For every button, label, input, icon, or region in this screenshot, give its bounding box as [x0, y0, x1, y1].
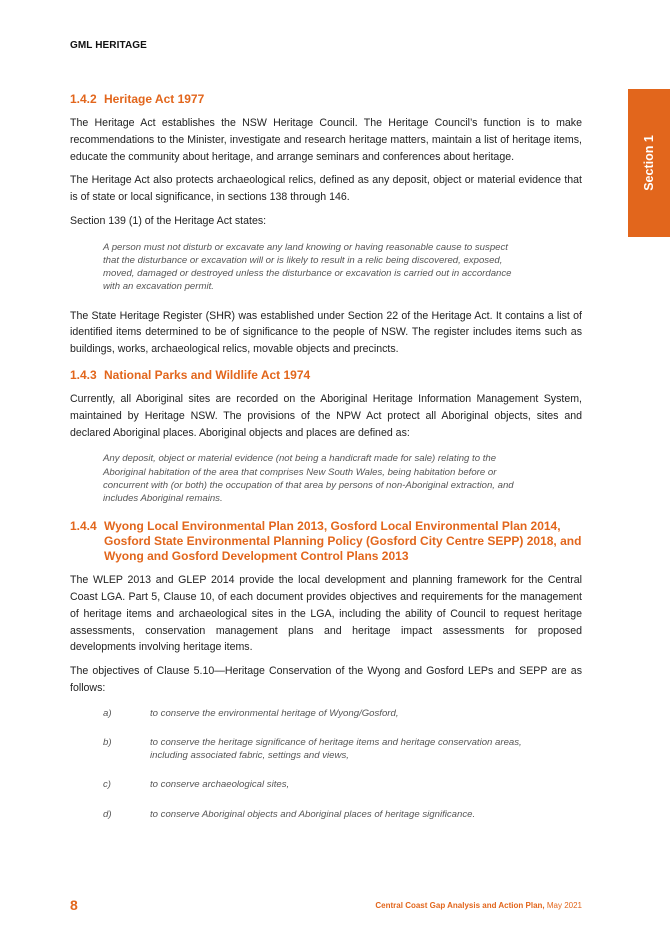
list-marker: d) — [103, 808, 112, 820]
heading-text: National Parks and Wildlife Act 1974 — [104, 367, 311, 382]
footer-document-title — [375, 901, 582, 910]
heading-number: 1.4.3 — [70, 367, 97, 382]
list-item-text: to conserve archaeological sites, — [150, 779, 290, 791]
heading-number: 1.4.2 — [70, 92, 97, 106]
list-item-text: to conserve Aboriginal objects and Aboriginal places of heritage significance. — [150, 808, 476, 820]
page-content — [70, 92, 582, 837]
block-quote: Any deposit, object or material evidence (not being a handicraft made for sale) relating to the Aboriginal habitation of the area that comprises New South Wales, being habitation before or concurrent with (or both) the occupation of that area by persons of non-Aboriginal extraction, and includes Aboriginal remains. — [103, 453, 514, 504]
list-item — [70, 736, 582, 762]
footer-title: Central Coast Gap Analysis and Action Plan, — [375, 901, 545, 910]
list-marker: c) — [103, 779, 111, 791]
section-tab-label: Section 1 — [642, 135, 656, 191]
paragraph: The objectives of Clause 5.10—Heritage Conservation of the Wyong and Gosford LEPs and SEPP are as follows: — [70, 665, 582, 694]
paragraph: The Heritage Act establishes the NSW Heritage Council. The Heritage Council’s function is to make recommendations to the Minister, investigate and research heritage matters, maintain a list of heritage items, educate the community about heritage, and arrange seminars and conferences about heritage. — [70, 117, 582, 163]
paragraph: Section 139 (1) of the Heritage Act states: — [70, 214, 267, 227]
heading-text: Wyong Local Environmental Plan 2013, Gosford Local Environmental Plan 2014, Gosford State Environmental Planning Policy (Gosford City Centre SEPP) 2018, and Wyong and Gosford Development Control Plans 2013 — [104, 519, 582, 564]
paragraph: The State Heritage Register (SHR) was established under Section 22 of the Heritage Act. It contains a list of identified items determined to be of significance to the people of NSW. The register includes items such as buildings, works, archaeological relics, movable objects and precincts. — [70, 309, 582, 356]
page-number: 8 — [70, 897, 78, 913]
heading-1-4-4 — [70, 519, 582, 564]
paragraph: The Heritage Act also protects archaeological relics, defined as any deposit, object or material evidence that is of state or local significance, in sections 138 through 146. — [70, 174, 582, 204]
block-quote: A person must not disturb or excavate any land knowing or having reasonable cause to suspect that the disturbance or excavation will or is likely to result in a relic being discovered, exposed, moved, damaged or destroyed unless the disturbance or excavation is carried out in accordance with an excavation permit. — [103, 241, 512, 293]
list-item-text: to conserve the environmental heritage of Wyong/Gosford, — [150, 707, 399, 719]
list-item — [70, 707, 582, 720]
list-marker: a) — [103, 707, 112, 719]
section-tab — [628, 89, 670, 237]
heading-1-4-2 — [70, 92, 582, 107]
paragraph: The WLEP 2013 and GLEP 2014 provide the local development and planning framework for the Central Coast LGA. Part 5, Clause 10, of each document provides objectives and requirements for the management of heritage items and archaeological sites in the LGA, including the ability of Council to request heritage assessments, conservation management plans and heritage impact assessments for proposed developments involving heritage items. — [70, 574, 582, 654]
paragraph: Currently, all Aboriginal sites are recorded on the Aboriginal Heritage Information Management System, maintained by Heritage NSW. The provisions of the NPW Act protect all Aboriginal objects, sites and declared Aboriginal places. Aboriginal objects and places are defined as: — [70, 392, 582, 439]
heading-text: Heritage Act 1977 — [104, 92, 205, 106]
list-item-text: to conserve the heritage significance of heritage items and heritage conservation areas, including associated fabric, settings and views, — [150, 736, 522, 762]
footer-date: May 2021 — [544, 901, 582, 910]
objectives-list — [70, 707, 582, 821]
heading-1-4-3 — [70, 368, 582, 383]
running-header: GML HERITAGE — [70, 40, 147, 51]
list-item — [70, 808, 582, 821]
list-item — [70, 778, 582, 791]
heading-number: 1.4.4 — [70, 519, 97, 534]
list-marker: b) — [103, 736, 112, 748]
